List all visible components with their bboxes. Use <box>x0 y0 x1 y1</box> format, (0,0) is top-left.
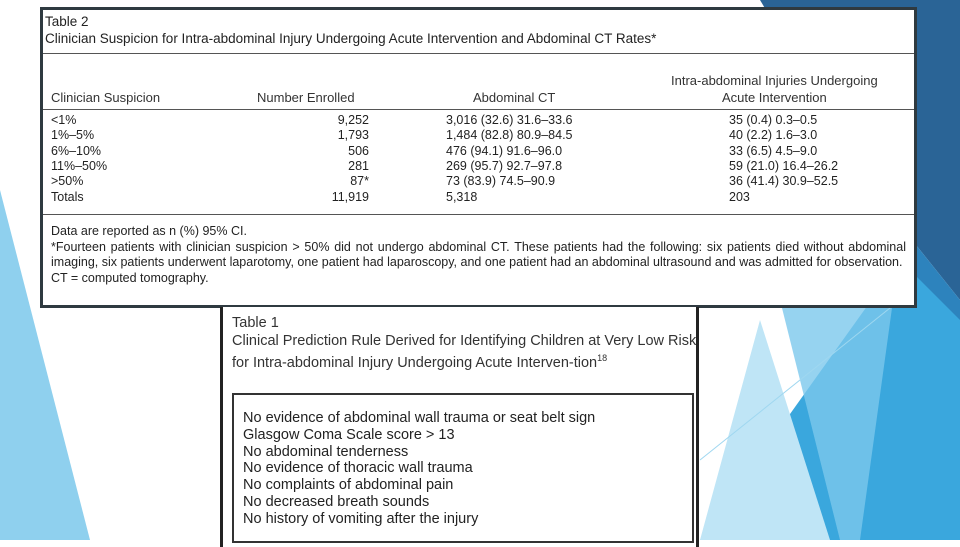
header-iai-line1: Intra-abdominal Injuries Undergoing <box>671 73 878 88</box>
cell-iai: 203 <box>729 189 750 204</box>
criterion-item: Glasgow Coma Scale score > 13 <box>243 426 455 443</box>
note-data: Data are reported as n (%) 95% CI. <box>51 224 247 238</box>
table-row <box>51 113 914 128</box>
cell-ct: 1,484 (82.8) 80.9–84.5 <box>446 128 573 143</box>
criterion-item: No decreased breath sounds <box>243 493 430 510</box>
cell-enrolled: 11,919 <box>331 189 369 204</box>
table-2-notes <box>51 224 906 286</box>
table-row <box>51 128 914 143</box>
cell-suspicion: 6%–10% <box>51 143 102 158</box>
table-2-caption <box>45 13 656 47</box>
table-1-label: Table 1 <box>232 315 279 331</box>
cell-enrolled: 281 <box>348 158 369 173</box>
table-row <box>51 190 914 205</box>
note-footnote: *Fourteen patients with clinician suspicion > 50% did not undergo abdominal CT. These patients had the following: six patients died without abdominal imaging, six patients underwent laparotomy, one patient had laparoscopy, and one patient had an abdominal ultrasound and was admitted for observation. <box>51 239 906 269</box>
cell-iai: 40 (2.2) 1.6–3.0 <box>729 128 818 143</box>
table-2-image <box>40 7 917 308</box>
criterion-item: No history of vomiting after the injury <box>243 510 479 527</box>
table-1-caption <box>232 315 702 372</box>
header-enrolled: Number Enrolled <box>257 90 355 105</box>
cell-ct: 5,318 <box>446 189 478 204</box>
cell-enrolled: 1,793 <box>337 128 369 143</box>
header-iai-line2: Acute Intervention <box>721 90 827 105</box>
table-row <box>51 144 914 159</box>
cell-suspicion: 1%–5% <box>51 128 95 143</box>
cell-ct: 73 (83.9) 74.5–90.9 <box>446 174 556 189</box>
criteria-box <box>232 393 694 543</box>
header-ct: Abdominal CT <box>473 90 556 105</box>
note-ct: CT = computed tomography. <box>51 270 209 285</box>
table-1-ref: 18 <box>597 353 608 363</box>
cell-ct: 269 (95.7) 92.7–97.8 <box>446 158 563 173</box>
table-2-title: Clinician Suspicion for Intra-abdominal Injury Undergoing Acute Intervention and Abdominal CT Rates* <box>45 31 657 46</box>
criterion-item: No abdominal tenderness <box>243 443 409 460</box>
cell-iai: 35 (0.4) 0.3–0.5 <box>729 113 818 127</box>
table-1-title <box>232 333 702 373</box>
table-row <box>51 159 914 174</box>
criterion-item: No evidence of thoracic wall trauma <box>243 460 473 477</box>
cell-ct: 476 (94.1) 91.6–96.0 <box>446 143 563 158</box>
header-iai <box>671 72 878 106</box>
cell-suspicion: Totals <box>51 189 84 204</box>
cell-iai: 36 (41.4) 30.9–52.5 <box>729 174 839 189</box>
cell-iai: 33 (6.5) 4.5–9.0 <box>729 143 818 158</box>
criterion-item: No complaints of abdominal pain <box>243 477 454 494</box>
cell-enrolled: 87* <box>350 174 369 189</box>
cell-suspicion: >50% <box>51 174 84 189</box>
cell-ct: 3,016 (32.6) 31.6–33.6 <box>446 113 573 127</box>
header-suspicion: Clinician Suspicion <box>51 90 161 105</box>
cell-enrolled: 506 <box>348 143 369 158</box>
cell-suspicion: <1% <box>51 113 77 127</box>
table-1-title-text: Clinical Prediction Rule Derived for Identifying Children at Very Low Risk for Intra-abdominal Injury Undergoing Acute Interven-tion <box>232 332 697 371</box>
cell-enrolled: 9,252 <box>337 113 369 127</box>
table-2-label: Table 2 <box>45 14 89 29</box>
cell-suspicion: 11%–50% <box>51 158 108 173</box>
criterion-item: No evidence of abdominal wall trauma or seat belt sign <box>243 410 596 426</box>
table-row <box>51 174 914 189</box>
table-1-image <box>220 307 699 547</box>
cell-iai: 59 (21.0) 16.4–26.2 <box>729 158 839 173</box>
